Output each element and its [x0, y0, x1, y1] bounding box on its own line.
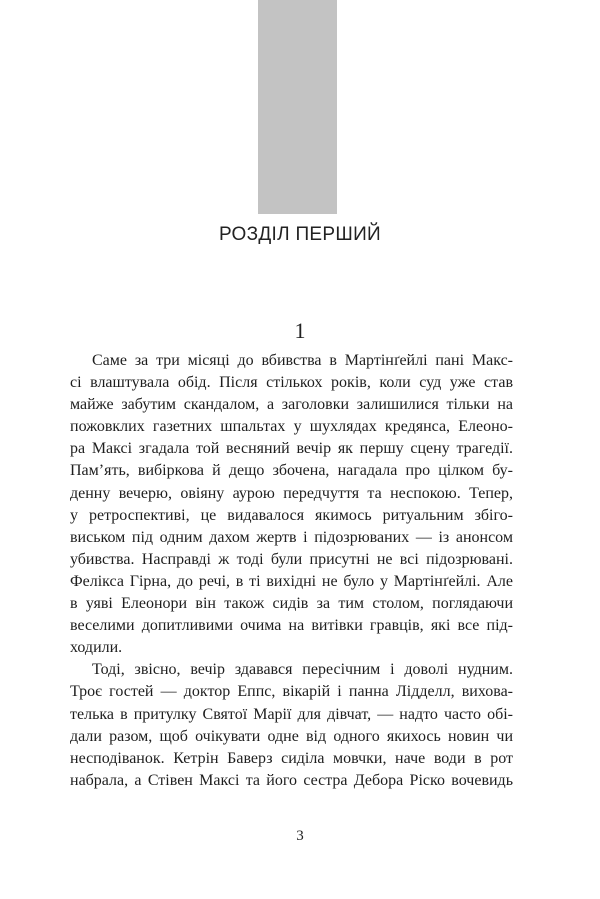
- text-line: телька в притулку Святої Марії для дівчат, — надто часто обі-: [70, 705, 513, 723]
- text-line: несподіванок. Кетрін Баверз сиділа мовчки, наче води в рот: [70, 749, 513, 767]
- text-line: убивства. Насправді ж тоді були присутні не всі підозрювані.: [70, 550, 513, 568]
- text-line: Саме за три місяці до вбивства в Мартінґейлі пані Макс-: [92, 352, 513, 369]
- body-text: [70, 350, 513, 792]
- text-line: в уяві Елеонори він також сидів за тим столом, поглядаючи: [70, 595, 513, 613]
- text-line: Фелікса Гірна, до речі, в ті вихідні не було у Мартінґейлі. Але: [70, 572, 513, 590]
- text-line: пожовклих газетних шпальтах у шухлядах кредянса, Елеоно-: [70, 418, 513, 436]
- text-line: набрала, а Стівен Максі та його сестра Дебора Ріско вочевидь: [70, 771, 513, 789]
- page-number: 3: [296, 828, 304, 844]
- text-line: Троє гостей — доктор Еппс, вікарій і панна Лідделл, вихова-: [70, 683, 513, 701]
- text-line: сі влаштувала обід. Після стількох років, коли суд уже став: [70, 374, 513, 392]
- text-line: ра Максі згадала той весняний вечір як першу сцену трагедії.: [70, 440, 513, 458]
- text-line: у ретроспективі, це видавалося якимось ритуальним збіго-: [70, 506, 513, 524]
- text-line: дали разом, щоб очікувати одне від одного якихось новин чи: [70, 727, 513, 745]
- text-line: майже забутим скандалом, а заголовки залишилися тільки на: [70, 396, 513, 414]
- text-line: Пам’ять, вибіркова й дещо збочена, нагадала про цілком бу-: [70, 462, 513, 480]
- paragraph: [70, 350, 513, 659]
- chapter-header-band: [258, 0, 337, 214]
- text-line: ходили.: [70, 639, 123, 657]
- text-line: веселими допитливими очима на витівки гравців, які все під-: [70, 617, 513, 635]
- section-number: 1: [294, 318, 306, 343]
- paragraph: [70, 659, 513, 792]
- text-line: Тоді, звісно, вечір здавався пересічним і доволі нудним.: [92, 661, 513, 679]
- chapter-title: РОЗДІЛ ПЕРШИЙ: [218, 224, 382, 245]
- text-line: денну вечерю, овіяну аурою передчуття та неспокою. Тепер,: [70, 484, 513, 502]
- text-line: виськом під одним дахом жертв і підозрюваних — із анонсом: [70, 528, 513, 546]
